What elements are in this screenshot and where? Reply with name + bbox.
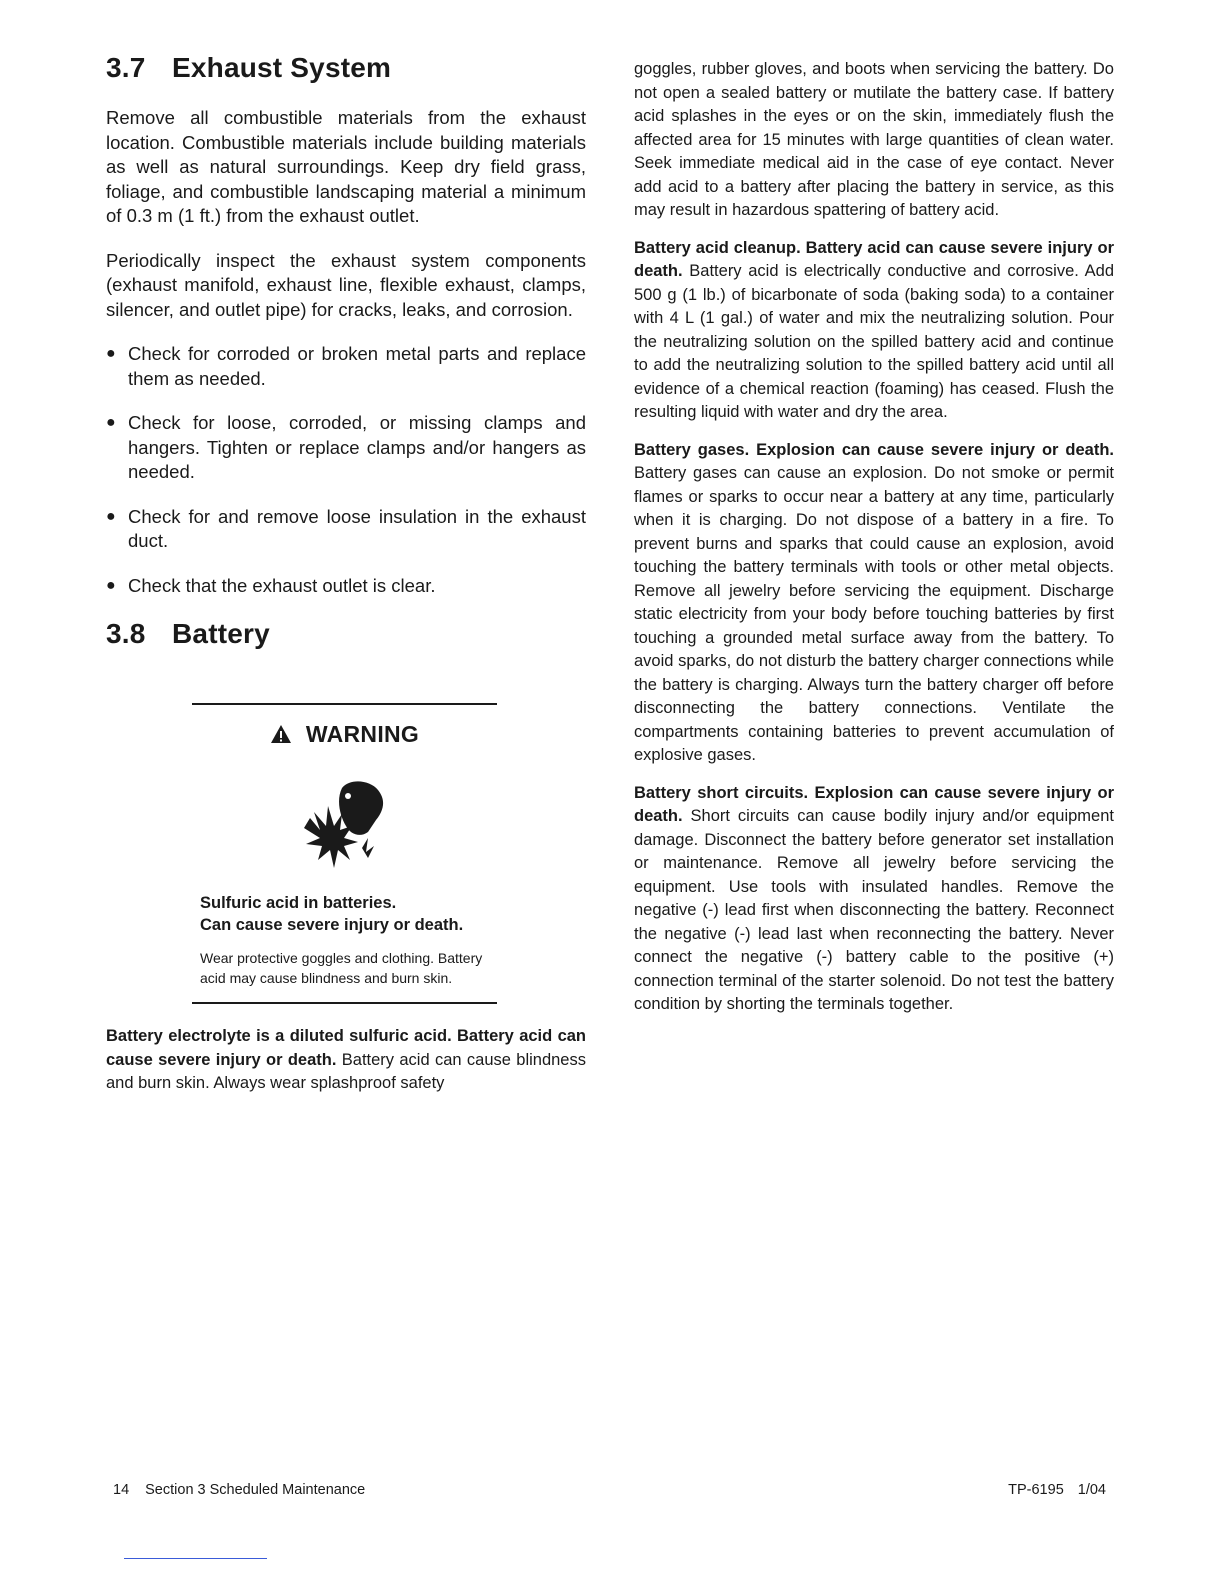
exhaust-paragraph-2: Periodically inspect the exhaust system components (exhaust manifold, exhaust line, flexible exhaust, clamps, silencer, and outlet pipe) for cracks, leaks, and corrosion. <box>106 249 586 320</box>
divider <box>124 1558 267 1559</box>
gases-paragraph <box>634 439 1114 768</box>
list-item: ● Check for loose, corroded, or missing clamps and hangers. Tighten or replace clamps and/or hangers as needed. <box>106 412 586 482</box>
section-heading-battery <box>106 618 586 650</box>
left-column <box>106 52 586 650</box>
paragraph-text: Battery gases can cause an explosion. Do not smoke or permit flames or sparks to occur near a battery at any time, particularly when it is charging. Do not dispose of a battery in a fire. To prevent burns and sparks that could cause an explosion, avoid touching the battery terminals with tools or other metal objects. Remove all jewelry before servicing the equipment. Discharge static electricity from your body before touching batteries by first touching a grounded metal surface away from the battery. To avoid sparks, do not disturb the battery charger connections while the battery is charging. Always turn the battery charger off before disconnecting the battery connections. Ventilate the compartments containing batteries to prevent accumulation of explosive gases. <box>634 464 1114 764</box>
warning-title: WARNING <box>192 721 497 750</box>
section-title: Exhaust System <box>172 52 392 83</box>
electrolyte-paragraph <box>106 1025 586 1096</box>
paragraph-text: Short circuits can cause bodily injury and/or equipment damage. Disconnect the battery before generator set installation or maintenance. Remove all jewelry before servicing the equipment. Use tools with insulated handles. Remove the negative (-) lead first when disconnecting the battery. Reconnect the negative (-) lead last when reconnecting the battery. Never connect the negative (-) battery cable to the positive (+) connection terminal of the starter solenoid. Do not test the battery condition by shorting the terminals together. <box>634 807 1114 1013</box>
paragraph-text: Battery acid can cause blindness and burn skin. Always wear splashproof safety <box>106 1050 586 1092</box>
bullet-icon: ● <box>106 576 116 594</box>
section-heading-exhaust <box>106 52 586 84</box>
page-footer-right <box>994 1482 1106 1498</box>
electrolyte-continued: goggles, rubber gloves, and boots when servicing the battery. Do not open a sealed battery or mutilate the battery case. If battery acid splashes in the eyes or on the skin, immediately flush the affected area for 15 minutes with large quantities of clean water. Seek immediate medical aid in the case of eye contact. Never add acid to a battery after placing the battery in service, as this may result in hazardous spattering of battery acid. <box>634 60 1114 219</box>
document-date: 1/04 <box>1077 1482 1106 1498</box>
paragraph-lead: Battery short circuits. Explosion can cause severe injury or death. <box>634 783 1114 825</box>
cleanup-paragraph <box>634 237 1114 425</box>
page-number: 14 <box>113 1482 130 1498</box>
section-title: Battery <box>172 618 270 649</box>
section-number: 3.8 <box>106 618 146 649</box>
divider <box>192 703 497 705</box>
warning-headline: Sulfuric acid in batteries. <box>200 894 397 912</box>
list-item: ● Check that the exhaust outlet is clear. <box>106 574 586 599</box>
bullet-icon: ● <box>106 345 116 362</box>
page-footer-left <box>113 1482 381 1498</box>
short-circuits-paragraph <box>634 782 1114 1017</box>
footer-section: Section 3 Scheduled Maintenance <box>145 1482 366 1498</box>
bullet-icon: ● <box>106 507 116 525</box>
explosion-hazard-icon <box>290 768 400 878</box>
paragraph-lead: Battery gases. Explosion can cause severe injury or death. <box>634 440 1114 459</box>
warning-detail: Wear protective goggles and clothing. Battery acid may cause blindness and burn skin. <box>200 950 483 986</box>
warning-text <box>200 892 492 988</box>
right-column <box>634 58 1114 1017</box>
list-item: ● Check for and remove loose insulation in the exhaust duct. <box>106 505 586 551</box>
paragraph-text: Battery acid is electrically conductive and corrosive. Add 500 g (1 lb.) of bicarbonate of soda (baking soda) to a container with 4 L (1 gal.) of water and mix the neutralizing solution. Pour the neutralizing solution on the spilled battery acid and continue to add the neutralizing solution to the spilled battery acid until all evidence of a chemical reaction (foaming) has ceased. Flush the resulting liquid with water and dry the area. <box>634 262 1114 421</box>
exhaust-checklist <box>106 342 586 598</box>
warning-headline: Can cause severe injury or death. <box>200 916 464 934</box>
bullet-icon: ● <box>106 414 116 431</box>
exhaust-paragraph-1: Remove all combustible materials from the exhaust location. Combustible materials include building materials as well as natural surroundings. Keep dry field grass, foliage, and combustible landscaping material a minimum of 0.3 m (1 ft.) from the exhaust outlet. <box>106 107 586 226</box>
section-number: 3.7 <box>106 52 146 83</box>
warning-triangle-icon <box>270 723 292 750</box>
paragraph-lead: Battery acid cleanup. Battery acid can cause severe injury or death. <box>634 238 1114 280</box>
document-code: TP-6195 <box>1008 1482 1064 1498</box>
warning-box <box>192 703 497 1004</box>
divider <box>192 1002 497 1004</box>
paragraph-lead: Battery electrolyte is a diluted sulfuric acid. Battery acid can cause severe injury or death. <box>106 1027 586 1069</box>
list-item: ● Check for corroded or broken metal parts and replace them as needed. <box>106 343 586 389</box>
